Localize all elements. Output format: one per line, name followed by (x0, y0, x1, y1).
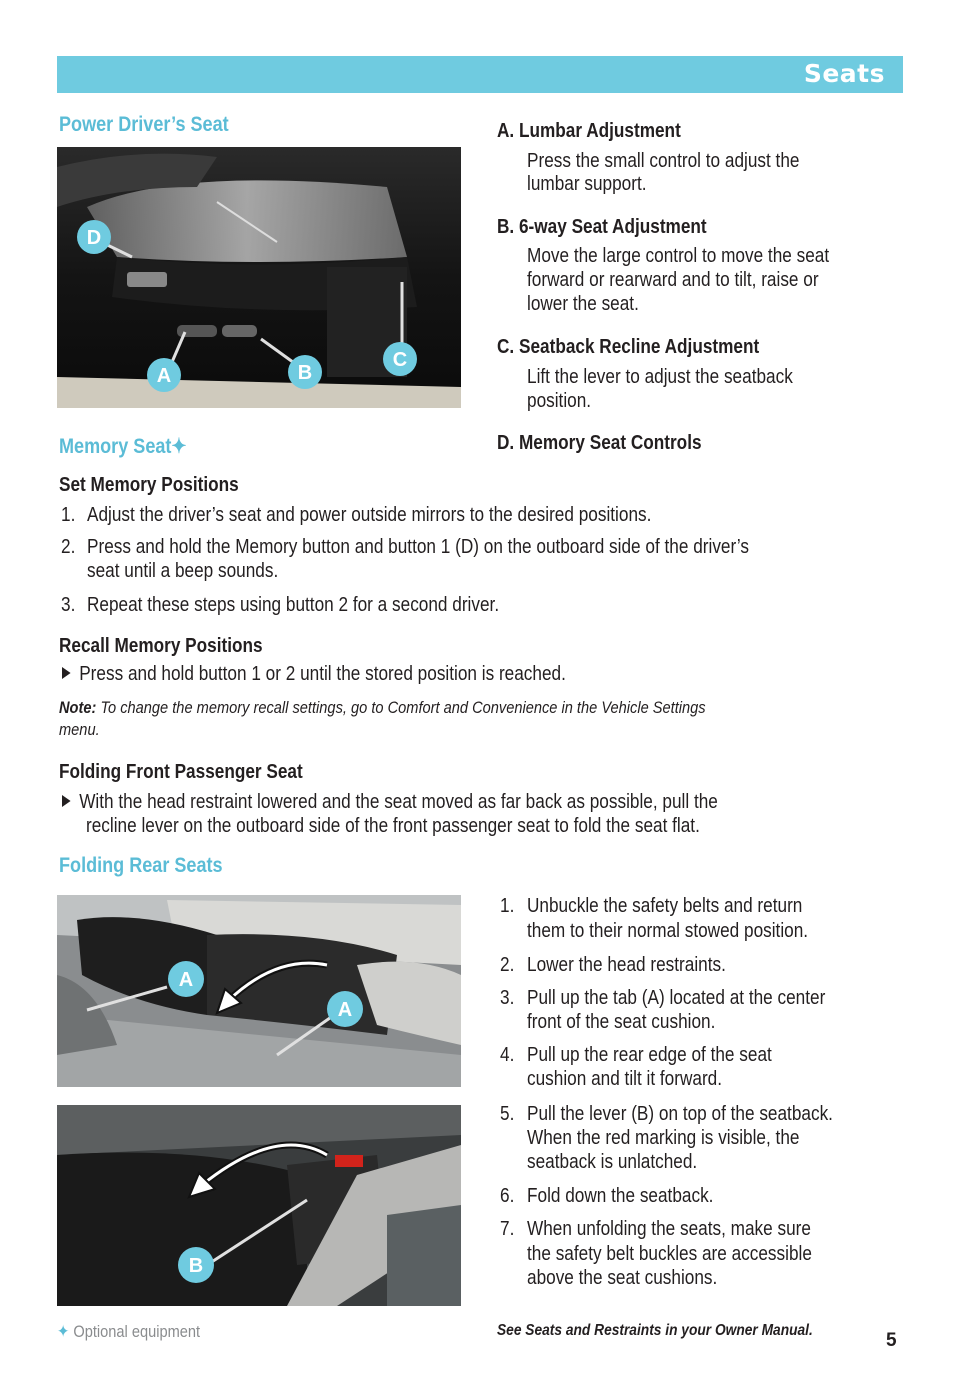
callout-d (77, 220, 111, 254)
rear-step-3-text-2: front of the seat cushion. (527, 1011, 716, 1033)
set-memory-heading: Set Memory Positions (59, 474, 239, 496)
recall-bullet-text: Press and hold button 1 or 2 until the stored position is reached. (79, 663, 566, 685)
callout-c-label: C (392, 349, 408, 371)
item-b-text-1: Move the large control to move the seat (527, 245, 830, 267)
callout-b-rear (178, 1247, 214, 1283)
item-b-letter: B. (497, 216, 515, 238)
rear-step-5-text-1: Pull the lever (B) on top of the seatback. (527, 1103, 833, 1125)
item-c-text-2: position. (527, 390, 592, 412)
set-step-3-text: Repeat these steps using button 2 for a second driver. (87, 594, 500, 616)
rear-step-7-text-2: the safety belt buckles are accessible (527, 1243, 812, 1265)
callout-a-right (327, 991, 363, 1027)
rear-step-3-num: 3. (500, 987, 515, 1009)
rear-step-2-num: 2. (500, 954, 515, 976)
footer-optional-text: Optional equipment (73, 1322, 201, 1341)
power-seat-item-d (497, 431, 702, 456)
folding-front-heading: Folding Front Passenger Seat (59, 761, 303, 783)
note-text-1: To change the memory recall settings, go to Comfort and Convenience in the Vehicle Settings (100, 698, 706, 717)
recall-memory-heading: Recall Memory Positions (59, 635, 263, 657)
rear-step-3-text-1: Pull up the tab (A) located at the center (527, 987, 826, 1009)
callout-a-right-label: A (337, 999, 353, 1021)
callout-d-label: D (86, 227, 102, 249)
item-b-title: 6-way Seat Adjustment (518, 216, 707, 238)
optional-equipment-icon: ✦ (171, 435, 187, 458)
power-seat-title: Power Driver’s Seat (59, 113, 229, 136)
rear-step-2-text-1: Lower the head restraints. (527, 954, 726, 976)
callout-a (147, 358, 181, 392)
rear-step-7-num: 7. (500, 1218, 515, 1240)
item-a-text-2: lumbar support. (527, 173, 647, 195)
header-bar (57, 56, 903, 93)
set-step-1-text: Adjust the driver’s seat and power outside mirrors to the desired positions. (87, 504, 652, 526)
rear-step-5-text-2: When the red marking is visible, the (527, 1127, 800, 1149)
note-text-2: menu. (59, 720, 100, 739)
item-d-title: Memory Seat Controls (518, 432, 702, 454)
rear-step-5-num: 5. (500, 1103, 515, 1125)
rear-step-4-num: 4. (500, 1044, 515, 1066)
callout-b-rear-label: B (188, 1255, 204, 1277)
set-step-1-num: 1. (61, 504, 76, 526)
rear-step-6-num: 6. (500, 1185, 515, 1207)
item-b-text-2: forward or rearward and to tilt, raise or (527, 269, 819, 291)
page-title: Seats (803, 59, 885, 88)
rear-step-5-text-3: seatback is unlatched. (527, 1151, 698, 1173)
rear-step-4-text-1: Pull up the rear edge of the seat (527, 1044, 772, 1066)
recall-bullet (62, 662, 566, 687)
rear-seatback-photo (57, 1105, 461, 1306)
folding-rear-title: Folding Rear Seats (59, 854, 223, 877)
memory-seat-title-text: Memory Seat (59, 435, 172, 458)
callout-a-label: A (156, 365, 172, 387)
item-c-letter: C. (497, 336, 515, 358)
memory-note (59, 697, 706, 719)
callout-b-label: B (297, 362, 313, 384)
footer-reference: See Seats and Restraints in your Owner Manual. (497, 1322, 813, 1339)
set-step-2-text-2: seat until a beep sounds. (87, 560, 279, 582)
folding-front-bullet (62, 790, 718, 815)
footer-optional-equipment (57, 1322, 200, 1342)
folding-front-text-2: recline lever on the outboard side of the front passenger seat to fold the seat flat. (86, 815, 700, 837)
callout-c (383, 342, 417, 376)
memory-seat-title (59, 434, 187, 459)
set-step-3-num: 3. (61, 594, 76, 616)
optional-equipment-icon: ✦ (57, 1322, 70, 1341)
rear-seat-cushion-photo (57, 895, 461, 1087)
power-seat-photo (57, 147, 461, 408)
page-number: 5 (886, 1330, 897, 1351)
rear-step-7-text-3: above the seat cushions. (527, 1267, 718, 1289)
item-d-letter: D. (497, 432, 515, 454)
callout-a-left-label: A (178, 969, 194, 991)
item-a-text-1: Press the small control to adjust the (527, 150, 800, 172)
item-a-letter: A. (497, 120, 515, 142)
bullet-arrow-icon (62, 795, 71, 807)
item-b-text-3: lower the seat. (527, 293, 639, 315)
note-label: Note: (59, 698, 97, 717)
item-a-title: Lumbar Adjustment (518, 120, 681, 142)
rear-step-6-text-1: Fold down the seatback. (527, 1185, 714, 1207)
rear-step-1-text-2: them to their normal stowed position. (527, 920, 809, 942)
rear-step-7-text-1: When unfolding the seats, make sure (527, 1218, 811, 1240)
rear-step-1-text-1: Unbuckle the safety belts and return (527, 895, 803, 917)
callout-a-left (168, 961, 204, 997)
rear-step-1-num: 1. (500, 895, 515, 917)
bullet-arrow-icon (62, 667, 71, 679)
item-c-title: Seatback Recline Adjustment (518, 336, 760, 358)
set-step-2-num: 2. (61, 536, 76, 558)
set-step-2-text-1: Press and hold the Memory button and button 1 (D) on the outboard side of the driver’s (87, 536, 749, 558)
item-c-text-1: Lift the lever to adjust the seatback (527, 366, 793, 388)
folding-front-text-1: With the head restraint lowered and the seat moved as far back as possible, pull the (79, 791, 718, 813)
rear-step-4-text-2: cushion and tilt it forward. (527, 1068, 723, 1090)
callout-b (288, 355, 322, 389)
